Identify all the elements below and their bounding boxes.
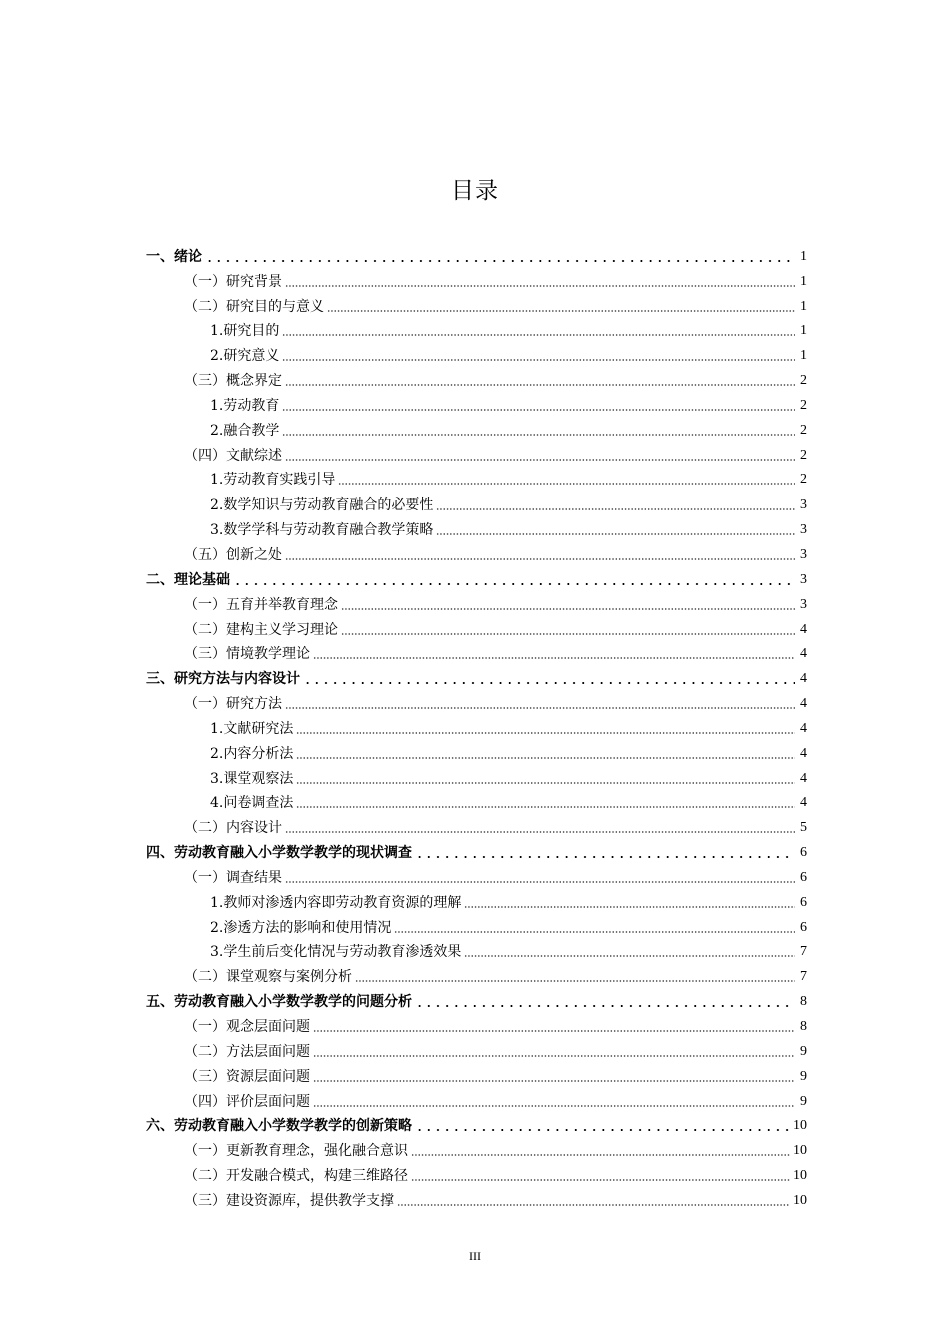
toc-entry-title: （三）概念界定 <box>184 373 282 390</box>
dot-leader <box>296 757 795 759</box>
toc-entry-page-number: 3 <box>800 571 807 587</box>
toc-entry-title: 1.教师对渗透内容即劳动教育资源的理解 <box>210 894 462 911</box>
toc-entry-page-number: 3 <box>800 596 807 612</box>
toc-chapter-entry[interactable] <box>146 564 807 589</box>
toc-entry-title: （四）评价层面问题 <box>184 1093 310 1110</box>
dot-leader <box>205 260 795 262</box>
toc-entry-page-number: 4 <box>800 646 807 662</box>
toc-entry-page-number: 1 <box>800 323 807 339</box>
dot-leader <box>313 1055 795 1057</box>
toc-subsection-entry[interactable] <box>146 937 807 962</box>
toc-entry-title: 2.研究意义 <box>210 348 280 365</box>
toc-section-entry[interactable] <box>146 961 807 986</box>
toc-entry-title: 2.数学知识与劳动教育融合的必要性 <box>210 497 434 514</box>
dot-leader <box>296 806 795 808</box>
toc-section-entry[interactable] <box>146 639 807 664</box>
dot-leader <box>313 1030 795 1032</box>
toc-entry-page-number: 1 <box>800 273 807 289</box>
toc-section-entry[interactable] <box>146 812 807 837</box>
toc-entry-title: 2.渗透方法的影响和使用情况 <box>210 919 392 936</box>
toc-subsection-entry[interactable] <box>146 713 807 738</box>
toc-entry-page-number: 3 <box>800 497 807 513</box>
toc-entry-title: （五）创新之处 <box>184 546 282 563</box>
toc-entry-page-number: 2 <box>800 447 807 463</box>
toc-entry-page-number: 9 <box>800 1068 807 1084</box>
dot-leader <box>341 608 795 610</box>
toc-entry-page-number: 4 <box>800 795 807 811</box>
toc-entry-page-number: 4 <box>800 720 807 736</box>
toc-entry-title: （一）调查结果 <box>184 869 282 886</box>
toc-section-entry[interactable] <box>146 539 807 564</box>
dot-leader <box>285 285 795 287</box>
toc-entry-page-number: 6 <box>800 894 807 910</box>
toc-entry-title: 六、劳动教育融入小学数学教学的创新策略 <box>146 1118 412 1135</box>
table-of-contents <box>146 241 807 1210</box>
toc-entry-page-number: 2 <box>800 373 807 389</box>
toc-section-entry[interactable] <box>146 862 807 887</box>
toc-entry-page-number: 4 <box>800 745 807 761</box>
toc-entry-page-number: 10 <box>793 1168 807 1184</box>
toc-section-entry[interactable] <box>146 1160 807 1185</box>
page-number: III <box>469 1249 481 1263</box>
toc-entry-page-number: 10 <box>793 1118 807 1134</box>
dot-leader <box>296 782 795 784</box>
toc-entry-title: （一）更新教育理念，强化融合意识 <box>184 1143 408 1160</box>
toc-entry-title: （二）课堂观察与案例分析 <box>184 969 352 986</box>
toc-entry-title: 1.文献研究法 <box>210 720 294 737</box>
toc-entry-title: 3.学生前后变化情况与劳动教育渗透效果 <box>210 944 462 961</box>
toc-entry-page-number: 8 <box>800 994 807 1010</box>
dot-leader <box>285 558 795 560</box>
dot-leader <box>313 1080 795 1082</box>
toc-section-entry[interactable] <box>146 1185 807 1210</box>
toc-chapter-entry[interactable] <box>146 837 807 862</box>
toc-entry-page-number: 9 <box>800 1043 807 1059</box>
toc-section-entry[interactable] <box>146 1135 807 1160</box>
toc-entry-page-number: 7 <box>800 969 807 985</box>
toc-entry-title: （二）开发融合模式，构建三维路径 <box>184 1168 408 1185</box>
toc-entry-title: （三）资源层面问题 <box>184 1068 310 1085</box>
toc-entry-page-number: 4 <box>800 621 807 637</box>
dot-leader <box>436 533 795 535</box>
dot-leader <box>411 1179 790 1181</box>
toc-chapter-entry[interactable] <box>146 1111 807 1136</box>
toc-entry-page-number: 5 <box>800 820 807 836</box>
dot-leader <box>233 583 795 585</box>
dot-leader <box>436 508 795 510</box>
toc-subsection-entry[interactable] <box>146 415 807 440</box>
toc-entry-title: 1.劳动教育 <box>210 397 280 414</box>
toc-section-entry[interactable] <box>146 1086 807 1111</box>
toc-entry-title: （一）研究背景 <box>184 273 282 290</box>
toc-section-entry[interactable] <box>146 440 807 465</box>
dot-leader <box>285 384 795 386</box>
toc-subsection-entry[interactable] <box>146 788 807 813</box>
dot-leader <box>397 1204 790 1206</box>
toc-entry-page-number: 10 <box>793 1143 807 1159</box>
toc-subsection-entry[interactable] <box>146 316 807 341</box>
toc-entry-page-number: 7 <box>800 944 807 960</box>
toc-entry-page-number: 1 <box>800 348 807 364</box>
toc-entry-title: 3.课堂观察法 <box>210 770 294 787</box>
toc-entry-title: 四、劳动教育融入小学数学教学的现状调查 <box>146 845 412 862</box>
dot-leader <box>313 657 795 659</box>
dot-leader <box>285 831 795 833</box>
toc-chapter-entry[interactable] <box>146 986 807 1011</box>
toc-entry-title: （四）文献综述 <box>184 447 282 464</box>
dot-leader <box>415 1005 795 1007</box>
toc-subsection-entry[interactable] <box>146 738 807 763</box>
dot-leader <box>285 881 795 883</box>
toc-section-entry[interactable] <box>146 266 807 291</box>
toc-subsection-entry[interactable] <box>146 489 807 514</box>
dot-leader <box>355 980 795 982</box>
toc-entry-page-number: 2 <box>800 472 807 488</box>
toc-subsection-entry[interactable] <box>146 390 807 415</box>
toc-entry-page-number: 2 <box>800 397 807 413</box>
dot-leader <box>394 931 795 933</box>
dot-leader <box>464 955 795 957</box>
toc-entry-title: （三）情境教学理论 <box>184 646 310 663</box>
toc-entry-title: （二）研究目的与意义 <box>184 298 324 315</box>
toc-entry-title: 三、研究方法与内容设计 <box>146 671 300 688</box>
toc-entry-title: （二）内容设计 <box>184 820 282 837</box>
toc-entry-title: （一）五育并举教育理念 <box>184 596 338 613</box>
toc-entry-title: 一、绪论 <box>146 248 202 265</box>
toc-entry-title: 五、劳动教育融入小学数学教学的问题分析 <box>146 994 412 1011</box>
dot-leader <box>282 359 795 361</box>
toc-entry-page-number: 1 <box>800 298 807 314</box>
toc-entry-page-number: 9 <box>800 1093 807 1109</box>
toc-section-entry[interactable] <box>146 614 807 639</box>
toc-entry-title: 4.问卷调查法 <box>210 795 294 812</box>
dot-leader <box>411 1154 790 1156</box>
toc-entry-page-number: 6 <box>800 919 807 935</box>
toc-chapter-entry[interactable] <box>146 663 807 688</box>
dot-leader <box>313 1105 795 1107</box>
dot-leader <box>285 459 795 461</box>
toc-section-entry[interactable] <box>146 688 807 713</box>
toc-subsection-entry[interactable] <box>146 340 807 365</box>
toc-entry-title: 1.劳动教育实践引导 <box>210 472 336 489</box>
toc-entry-page-number: 2 <box>800 422 807 438</box>
toc-entry-title: 二、理论基础 <box>146 571 230 588</box>
toc-entry-page-number: 10 <box>793 1192 807 1208</box>
toc-entry-title: （一）研究方法 <box>184 696 282 713</box>
toc-entry-page-number: 3 <box>800 546 807 562</box>
toc-section-entry[interactable] <box>146 1011 807 1036</box>
dot-leader <box>415 1129 790 1131</box>
toc-entry-title: 1.研究目的 <box>210 323 280 340</box>
toc-chapter-entry[interactable] <box>146 241 807 266</box>
dot-leader <box>282 434 795 436</box>
toc-section-entry[interactable] <box>146 1036 807 1061</box>
toc-entry-title: （三）建设资源库，提供教学支撑 <box>184 1192 394 1209</box>
toc-entry-page-number: 4 <box>800 770 807 786</box>
dot-leader <box>327 310 795 312</box>
toc-entry-title: （二）建构主义学习理论 <box>184 621 338 638</box>
dot-leader <box>338 483 795 485</box>
toc-entry-title: 2.内容分析法 <box>210 745 294 762</box>
toc-entry-page-number: 6 <box>800 845 807 861</box>
toc-entry-page-number: 4 <box>800 671 807 687</box>
toc-entry-title: 2.融合教学 <box>210 422 280 439</box>
page-title: 目录 <box>451 178 499 204</box>
toc-entry-title: （二）方法层面问题 <box>184 1043 310 1060</box>
toc-section-entry[interactable] <box>146 1061 807 1086</box>
dot-leader <box>296 732 795 734</box>
toc-subsection-entry[interactable] <box>146 763 807 788</box>
toc-subsection-entry[interactable] <box>146 912 807 937</box>
dot-leader <box>464 906 795 908</box>
toc-entry-page-number: 3 <box>800 522 807 538</box>
dot-leader <box>303 682 795 684</box>
toc-subsection-entry[interactable] <box>146 514 807 539</box>
toc-entry-title: （一）观念层面问题 <box>184 1019 310 1035</box>
dot-leader <box>285 707 795 709</box>
toc-entry-page-number: 6 <box>800 869 807 885</box>
toc-subsection-entry[interactable] <box>146 465 807 490</box>
toc-entry-page-number: 1 <box>800 248 807 264</box>
toc-entry-page-number: 4 <box>800 696 807 712</box>
toc-entry-page-number: 8 <box>800 1019 807 1034</box>
toc-section-entry[interactable] <box>146 589 807 614</box>
dot-leader <box>282 409 795 411</box>
dot-leader <box>282 334 795 336</box>
dot-leader <box>341 633 795 635</box>
toc-subsection-entry[interactable] <box>146 887 807 912</box>
toc-section-entry[interactable] <box>146 291 807 316</box>
dot-leader <box>415 856 795 858</box>
toc-section-entry[interactable] <box>146 365 807 390</box>
toc-entry-title: 3.数学学科与劳动教育融合教学策略 <box>210 522 434 539</box>
